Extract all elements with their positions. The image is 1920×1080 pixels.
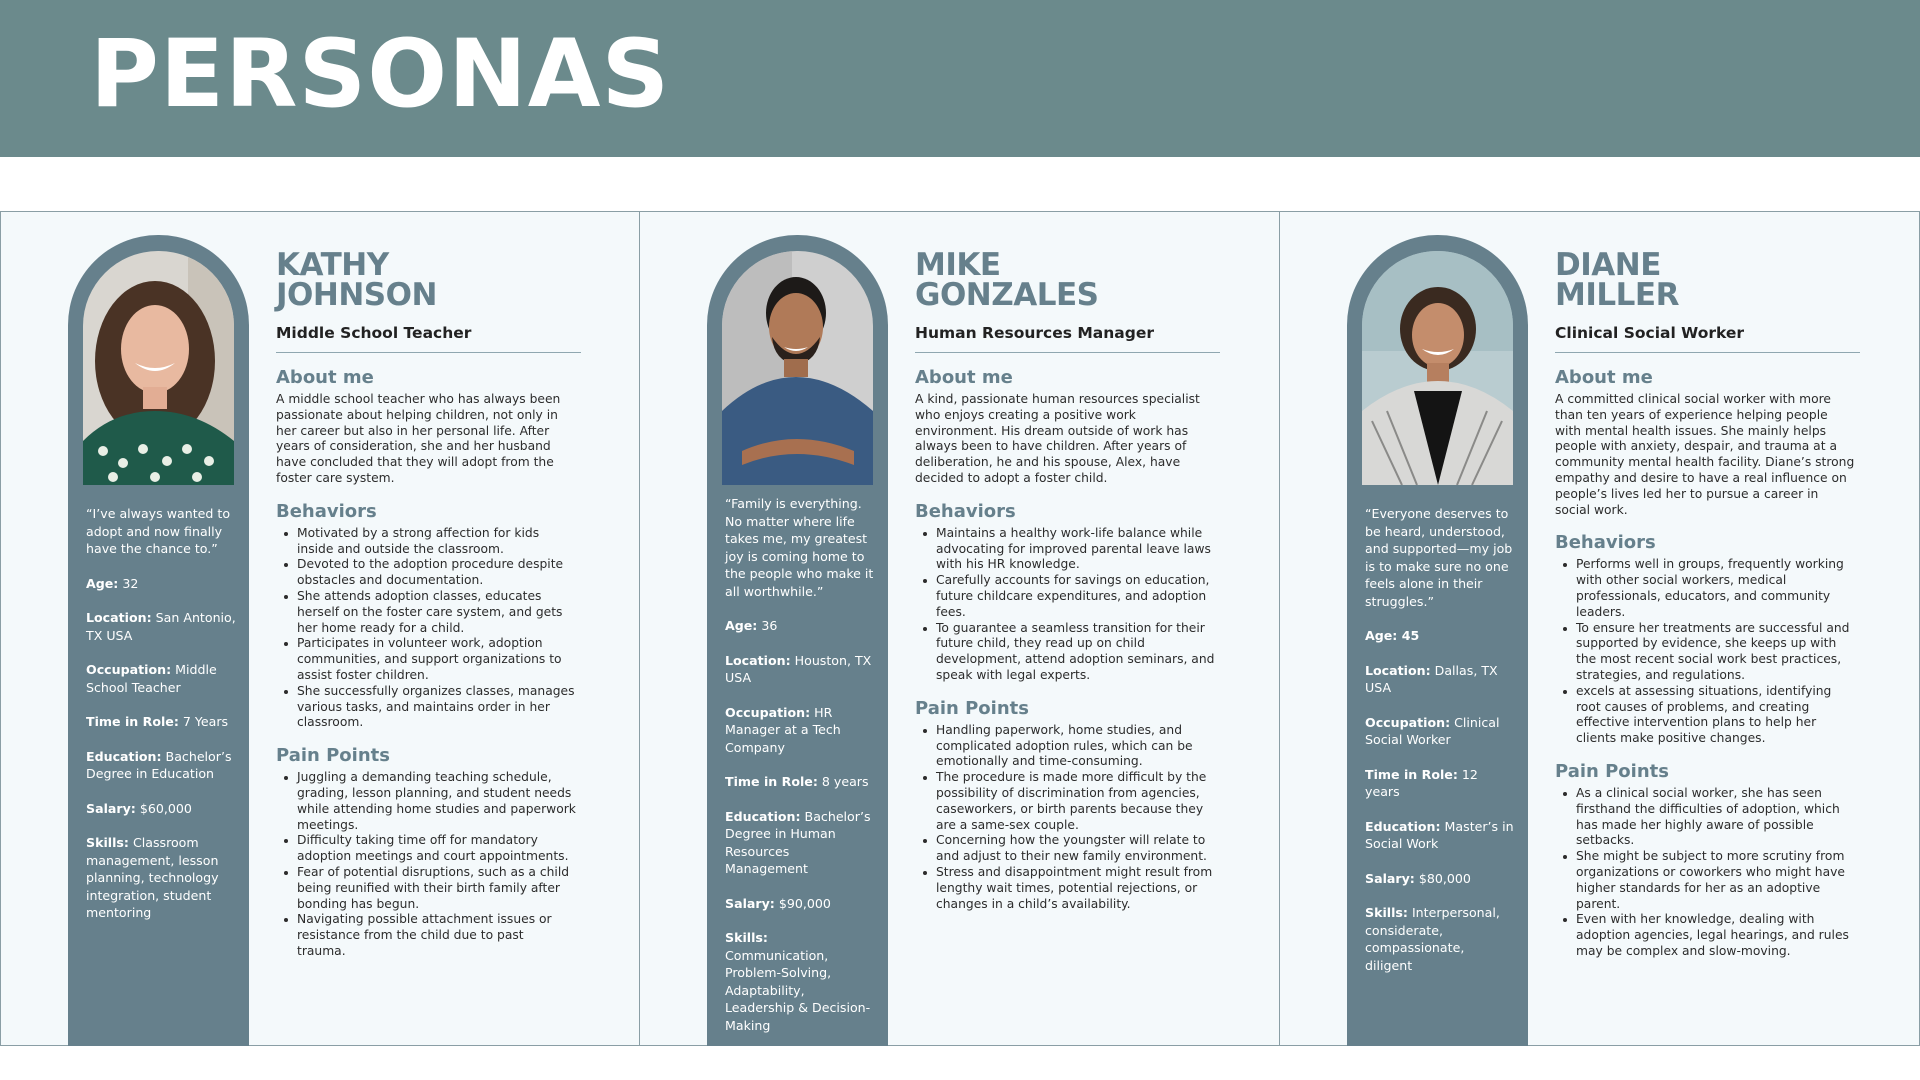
education-value: Master’s in Social Work — [1365, 818, 1514, 851]
persona-name — [915, 247, 1245, 313]
list-item: Juggling a demanding teaching schedule, grading, lesson planning, and student needs while attending home studies and paperwork meetings. — [276, 770, 576, 833]
age-label: Age: — [725, 618, 758, 633]
time-value: 8 years — [817, 774, 869, 789]
skills-label: Skills: — [86, 835, 129, 850]
list-item: She attends adoption classes, educates herself on the foster care system, and gets her home ready for a child. — [276, 589, 576, 636]
about-text: A committed clinical social worker with more than ten years of experience helping people with mental health issues. She mainly helps people with anxiety, despair, and trauma at a community mental health facility. Diane’s strong empathy and desire to have a real influence on people’s lives led her to pursue a career in social work. — [1555, 392, 1855, 517]
age-value: 36 — [757, 618, 778, 633]
persona-quote: “Family is everything. No matter where life takes me, my greatest joy is coming home to the people who make it all worthwhile.” — [725, 496, 874, 599]
time-in-role-field — [1365, 766, 1515, 801]
behaviors-list — [1555, 557, 1885, 747]
age-field — [1365, 627, 1515, 645]
occupation-value: HR Manager at a Tech Company — [725, 704, 841, 755]
education-label: Education: — [1365, 818, 1441, 834]
page-title: PERSONAS — [90, 20, 671, 129]
persona-name — [276, 247, 606, 313]
education-field — [1365, 818, 1515, 853]
location-value: Dallas, TX USA — [1365, 662, 1498, 695]
list-item: As a clinical social worker, she has seen firsthand the difficulties of adoption, which has made her highly aware of possible setbacks. — [1555, 786, 1855, 849]
persona-cards — [0, 211, 1920, 1046]
skills-value: Classroom management, lesson planning, technology integration, student mentoring — [86, 835, 219, 920]
list-item: She successfully organizes classes, manages various tasks, and maintains order in her classroom. — [276, 684, 576, 731]
occupation-value: Clinical Social Worker — [1365, 714, 1500, 747]
age-label: Age: — [86, 575, 119, 591]
salary-field — [1365, 870, 1515, 888]
behaviors-title: Behaviors — [276, 500, 377, 522]
page-header — [0, 0, 1920, 157]
occupation-field — [1365, 714, 1515, 749]
pain-points-title: Pain Points — [1555, 760, 1669, 782]
time-in-role-field — [86, 713, 236, 731]
persona-sidebar — [68, 235, 249, 1046]
first-name: DIANE — [1555, 247, 1661, 283]
location-field — [86, 609, 236, 644]
persona-quote: “Everyone deserves to be heard, understood, and supported—my job is to make sure no one feels alone in their struggles.” — [1365, 506, 1513, 609]
time-value: 7 Years — [178, 714, 229, 729]
pain-points-title: Pain Points — [276, 745, 390, 767]
last-name: GONZALES — [915, 277, 1099, 313]
skills-field — [725, 929, 875, 1034]
time-in-role-field — [725, 773, 875, 791]
about-title: About me — [915, 367, 1013, 388]
persona-details — [1365, 505, 1515, 991]
persona-card-diane — [1280, 211, 1920, 1046]
salary-value: $80,000 — [1414, 870, 1471, 886]
about-text: A kind, passionate human resources specialist who enjoys creating a positive work environment. His dream outside of work has always been to have children. After years of deliberation, he and his spouse, Alex, have decided to adopt a foster child. — [915, 392, 1200, 485]
first-name: KATHY — [276, 247, 389, 283]
persona-sidebar — [1347, 235, 1528, 1046]
list-item: excels at assessing situations, identifying root causes of problems, and creating effective intervention plans to help her clients make positive changes. — [1555, 684, 1855, 747]
list-item: To guarantee a seamless transition for their future child, they read up on child development, attend adoption seminars, and speak with legal experts. — [915, 621, 1215, 684]
persona-role: Middle School Teacher — [276, 324, 581, 353]
salary-value: $90,000 — [774, 895, 831, 911]
last-name: JOHNSON — [276, 277, 437, 313]
persona-details — [86, 505, 236, 939]
list-item: Handling paperwork, home studies, and complicated adoption rules, which can be emotionally and time-consuming. — [915, 723, 1215, 770]
list-item: Performs well in groups, frequently working with other social workers, medical professionals, educators, and community leaders. — [1555, 557, 1855, 620]
about-text: A middle school teacher who has always been passionate about helping children, not only in her career but also in her personal life. After years of consideration, she and her husband have concluded that they will adopt from the foster care system. — [276, 392, 561, 485]
occupation-label: Occupation: — [1365, 714, 1451, 730]
about-title: About me — [276, 367, 374, 388]
skills-field — [86, 834, 236, 922]
occupation-label: Occupation: — [86, 662, 172, 677]
location-label: Location: — [1365, 662, 1431, 678]
skills-field — [1365, 904, 1515, 974]
skills-value: Interpersonal, considerate, compassionate, diligent — [1365, 905, 1500, 973]
pain-points-list — [276, 770, 606, 960]
salary-value: $60,000 — [135, 800, 192, 816]
occupation-label: Occupation: — [725, 704, 811, 720]
persona-content — [915, 247, 1245, 912]
first-name: MIKE — [915, 247, 1001, 283]
persona-name — [1555, 247, 1885, 313]
time-label: Time in Role: — [86, 714, 179, 729]
pain-points-list — [915, 723, 1245, 913]
behaviors-title: Behaviors — [915, 500, 1016, 522]
time-label: Time in Role: — [725, 774, 818, 789]
persona-role: Human Resources Manager — [915, 324, 1220, 353]
list-item: Maintains a healthy work-life balance while advocating for improved parental leave laws with his HR knowledge. — [915, 526, 1215, 573]
age-field — [725, 617, 875, 635]
age-field — [86, 575, 236, 593]
time-value: 12 years — [1365, 766, 1478, 799]
location-field — [1365, 662, 1515, 697]
age-label: Age: — [1365, 628, 1398, 643]
education-label: Education: — [725, 808, 801, 824]
last-name: MILLER — [1555, 277, 1679, 313]
persona-quote: “I’ve always wanted to adopt and now finally have the chance to.” — [86, 506, 231, 556]
location-value: San Antonio, TX USA — [86, 610, 236, 643]
list-item: Even with her knowledge, dealing with adoption agencies, legal hearings, and rules may be complex and slow-moving. — [1555, 912, 1855, 959]
persona-card-kathy — [0, 211, 640, 1046]
list-item: Fear of potential disruptions, such as a child being reunified with their birth family after bonding has begun. — [276, 865, 576, 912]
persona-card-mike — [640, 211, 1280, 1046]
occupation-value: Middle School Teacher — [86, 662, 217, 695]
about-title: About me — [1555, 367, 1653, 388]
behaviors-list — [276, 526, 606, 731]
location-label: Location: — [725, 652, 791, 668]
location-field — [725, 652, 875, 687]
persona-role: Clinical Social Worker — [1555, 324, 1860, 353]
list-item: Devoted to the adoption procedure despite obstacles and documentation. — [276, 557, 576, 589]
location-label: Location: — [86, 610, 152, 625]
salary-label: Salary: — [86, 800, 136, 816]
age-value: 32 — [118, 575, 139, 591]
list-item: To ensure her treatments are successful and supported by evidence, she keeps up with the most recent social work best practices, strategies, and regulations. — [1555, 621, 1855, 684]
persona-photo — [722, 251, 873, 485]
persona-photo — [83, 251, 234, 485]
education-field — [725, 808, 875, 878]
time-label: Time in Role: — [1365, 766, 1458, 782]
salary-label: Salary: — [1365, 870, 1415, 886]
list-item: Stress and disappointment might result from lengthy wait times, potential rejections, or changes in a child’s availability. — [915, 865, 1215, 912]
skills-value: Communication, Problem-Solving, Adaptability, Leadership & Decision-Making — [725, 947, 871, 1033]
list-item: Difficulty taking time off for mandatory adoption meetings and court appointments. — [276, 833, 576, 865]
persona-details — [725, 495, 875, 1051]
list-item: Carefully accounts for savings on education, future childcare expenditures, and adoption fees. — [915, 573, 1215, 620]
skills-label: Skills: — [725, 930, 768, 945]
persona-content — [1555, 247, 1885, 960]
list-item: Concerning how the youngster will relate to and adjust to their new family environment. — [915, 833, 1215, 865]
education-field — [86, 748, 236, 783]
persona-photo — [1362, 251, 1513, 485]
salary-field — [86, 800, 236, 818]
list-item: The procedure is made more difficult by the possibility of discrimination from agencies, caseworkers, or birth parents because they are a same-sex couple. — [915, 770, 1215, 833]
occupation-field — [725, 704, 875, 757]
age-value: 45 — [1397, 628, 1420, 643]
pain-points-list — [1555, 786, 1885, 960]
salary-field — [725, 895, 875, 913]
education-label: Education: — [86, 748, 162, 764]
list-item: Participates in volunteer work, adoption communities, and support organizations to assist foster children. — [276, 636, 576, 683]
list-item: She might be subject to more scrutiny from organizations or coworkers who might have higher standards for her as an adoptive parent. — [1555, 849, 1855, 912]
persona-content — [276, 247, 606, 960]
pain-points-title: Pain Points — [915, 697, 1029, 719]
occupation-field — [86, 661, 236, 696]
persona-sidebar — [707, 235, 888, 1046]
list-item: Motivated by a strong affection for kids inside and outside the classroom. — [276, 526, 576, 558]
location-value: Houston, TX USA — [725, 652, 872, 685]
behaviors-title: Behaviors — [1555, 532, 1656, 554]
education-value: Bachelor’s Degree in Human Resources Management — [725, 808, 871, 876]
skills-label: Skills: — [1365, 905, 1408, 920]
education-value: Bachelor’s Degree in Education — [86, 748, 232, 781]
list-item: Navigating possible attachment issues or resistance from the child due to past trauma. — [276, 912, 576, 959]
behaviors-list — [915, 526, 1245, 684]
salary-label: Salary: — [725, 895, 775, 911]
